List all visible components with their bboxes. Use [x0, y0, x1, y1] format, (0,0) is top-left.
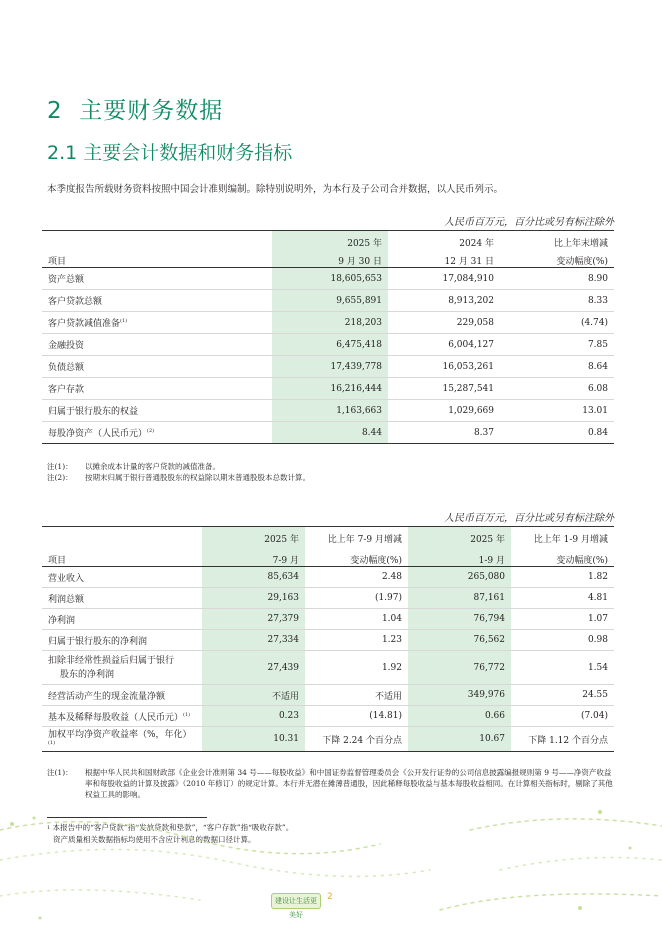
decorative-wave-graphic	[0, 800, 662, 936]
income-statement-table	[42, 526, 614, 752]
table1-notes: 注(1)： 以摊余成本计量的客户贷款的减值准备。 注(2)： 按期末归属于银行普通股股东的权益除以期末普通股股本总数计算。	[47, 462, 310, 482]
table-row: 归属于银行股东的权益 1,163,663 1,029,669 13.01	[42, 400, 614, 422]
table-row: 基本及稀释每股收益（人民币元）$^{(1)}$ 0.23 (14.81) 0.66 (7.04)	[42, 706, 614, 727]
table-row: 营业收入 85,634 2.48 265,080 1.82	[42, 567, 614, 588]
col-header: 12 月 31 日	[388, 249, 500, 268]
table-row: 经营活动产生的现金流量净额 不适用 不适用 349,976 24.55	[42, 685, 614, 706]
table-row: 客户存款 16,216,444 15,287,541 6.08	[42, 378, 614, 400]
table-row: 客户贷款总额 9,655,891 8,913,202 8.33	[42, 290, 614, 312]
col-header: 变动幅度(%)	[500, 249, 614, 268]
col-header: 比上年 7-9 月增减	[305, 527, 408, 545]
table-row: 资产总额 18,605,653 17,084,910 8.90	[42, 268, 614, 290]
table1-unit-note: 人民币百万元，百分比或另有标注除外	[444, 217, 614, 228]
table-row: 客户贷款减值准备$^{(1)}$ 218,203 229,058 (4.74)	[42, 312, 614, 334]
footnote: $^1$ 本报告中的“客户贷款”指“发放贷款和垫款”，“客户存款”指“吸收存款”。 资产质量相关数据指标均使用不含应计利息的数据口径计算。	[47, 823, 294, 844]
brand-logo: 建设让生活更美好	[271, 893, 321, 909]
table-row: 每股净资产（人民币元）$^{(2)}$ 8.44 8.37 0.84	[42, 422, 614, 444]
col-header-item: 项目	[42, 249, 272, 268]
col-header: 9 月 30 日	[272, 249, 388, 268]
col-header: 2025 年	[408, 527, 511, 545]
col-header: 变动幅度(%)	[305, 545, 408, 567]
table-row: 扣除非经常性损益后归属于银行 股东的净利润 27,439 1.92 76,772 1.54	[42, 651, 614, 685]
table2-unit-note: 人民币百万元，百分比或另有标注除外	[444, 513, 614, 524]
page-number: 2	[327, 892, 333, 902]
table2-notes: 注(1)： 根据中华人民共和国财政部《企业会计准则第 34 号——每股收益》和中国证券监督管理委员会《公开发行证券的公司信息披露编报规则第 9 号——净资产收益率和每股收益的计算及披露》（2010 年修订）的规定计算。本行并无潜在摊薄普通股，因此稀释每股收益与基本每股收益相同。在计算相关指标时，剔除了其他权益工具的影响。	[47, 768, 613, 799]
col-header: 7-9 月	[202, 545, 305, 567]
table-row: 归属于银行股东的净利润 27,334 1.23 76,562 0.98	[42, 630, 614, 651]
col-header: 2025 年	[272, 231, 388, 249]
col-header: 比上年末增减	[500, 231, 614, 249]
col-header: 1-9 月	[408, 545, 511, 567]
col-header: 变动幅度(%)	[511, 545, 614, 567]
subsection-heading: 2.1 主要会计数据和财务指标	[47, 142, 293, 164]
table-row: 加权平均净资产收益率（%，年化）$^{(1)}$ 10.31 下降 2.24 个百分点 10.67 下降 1.12 个百分点	[42, 727, 614, 752]
section-heading: 2 主要财务数据	[47, 98, 224, 124]
col-header: 比上年 1-9 月增减	[511, 527, 614, 545]
balance-sheet-table	[42, 230, 614, 444]
col-header: 2025 年	[202, 527, 305, 545]
table-row: 净利润 27,379 1.04 76,794 1.07	[42, 609, 614, 630]
col-header-item: 项目	[42, 545, 202, 567]
table-row: 利润总额 29,163 (1.97) 87,161 4.81	[42, 588, 614, 609]
table-row: 负债总额 17,439,778 16,053,261 8.64	[42, 356, 614, 378]
table-row: 金融投资 6,475,418 6,004,127 7.85	[42, 334, 614, 356]
col-header: 2024 年	[388, 231, 500, 249]
intro-paragraph: 本季度报告所载财务资料按照中国会计准则编制。除特别说明外，为本行及子公司合并数据，以人民币列示。	[47, 184, 504, 195]
